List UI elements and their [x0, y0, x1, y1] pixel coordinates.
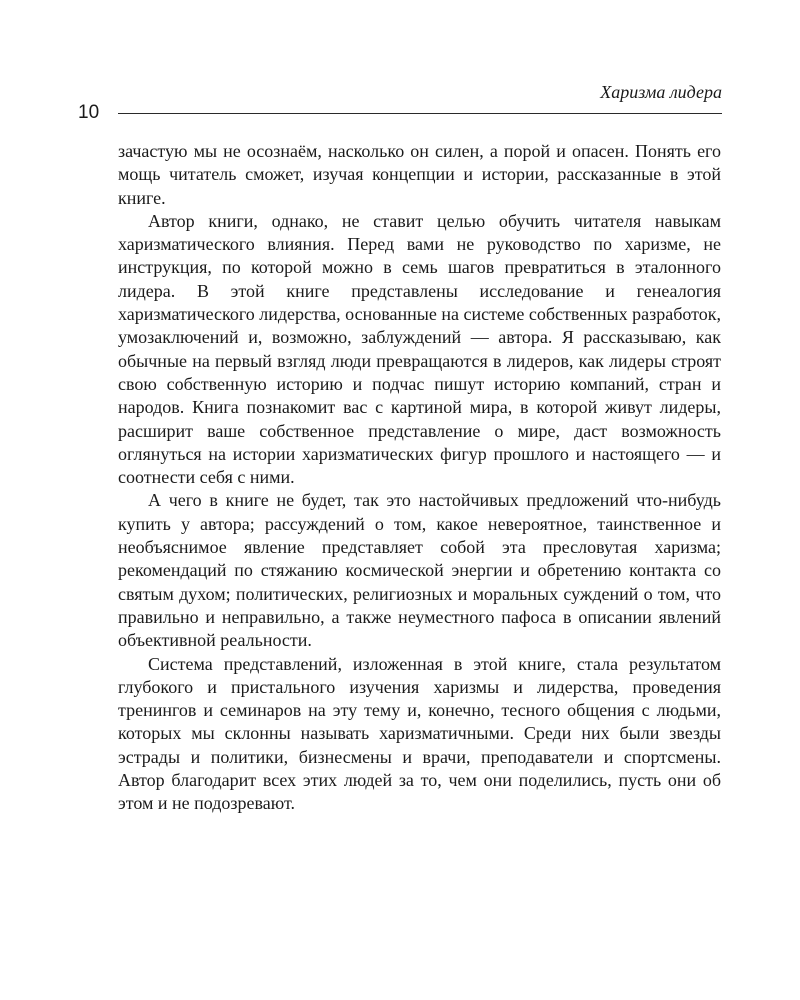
paragraph-3: А чего в книге не будет, так это настойчивых предложений что-нибудь купить у автора; рассуждений о том, какое невероятное, таинственное и необъяснимое явление представляет собой эта пресловутая харизма; рекомендаций по стяжанию космической энергии и обретению контакта со святым духом; политических, религиозных и моральных суждений о том, что правильно и неправильно, а также неуместного пафоса в описании явлений объективной реальности. — [118, 490, 721, 651]
running-title: Харизма лидера — [600, 82, 722, 102]
page-number: 10 — [78, 102, 100, 123]
paragraph-2: Автор книги, однако, не ставит целью обучить читателя навыкам харизматического влияния. Перед вами не руководство по харизме, не инструкция, по которой можно в семь шагов превратиться в эталонного лидера. В этой книге представлены исследование и генеалогия харизматического лидерства, основанные на системе собственных разработок, умозаключений и, возможно, заблуждений — автора. Я рассказываю, как обычные на первый взгляд люди превращаются в лидеров, как лидеры строят свою собственную историю и подчас пишут историю компаний, стран и народов. Книга познакомит вас с картиной мира, в которой живут лидеры, расширит ваше собственное представление о мире, даст возможность оглянуться на истории харизматических фигур прошлого и настоящего — и соотнести себя с ними. — [118, 210, 721, 488]
body-text — [118, 140, 721, 816]
paragraph-1: зачастую мы не осознаём, насколько он силен, а порой и опасен. Понять его мощь читатель сможет, изучая концепции и истории, рассказанные в этой книге. — [118, 141, 721, 208]
paragraph-4: Система представлений, изложенная в этой книге, стала результатом глубокого и пристального изучения харизмы и лидерства, проведения тренингов и семинаров на эту тему и, конечно, тесного общения с людьми, которых мы склонны называть харизматичными. Среди них были звезды эстрады и политики, бизнесмены и врачи, преподаватели и спортсмены. Автор благодарит всех этих людей за то, чем они поделились, пусть они об этом и не подозревают. — [118, 653, 721, 814]
header-rule — [118, 113, 722, 114]
